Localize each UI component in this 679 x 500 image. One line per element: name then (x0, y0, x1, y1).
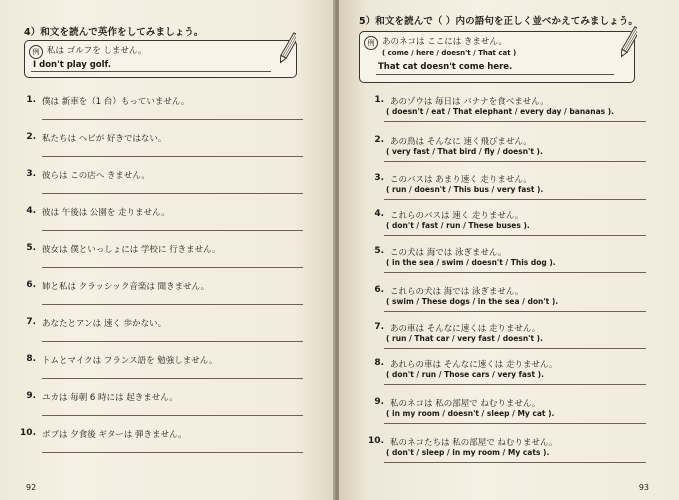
example-english: That cat doesn't come here. (378, 62, 513, 72)
question-number: 7. (26, 317, 36, 327)
question-number: 1. (26, 95, 36, 105)
question-japanese: これらのバスは 速く 走りません。 (390, 211, 524, 221)
example-english: I don't play golf. (33, 60, 111, 70)
question-number: 6. (374, 285, 384, 295)
page-number-left: 92 (26, 483, 37, 492)
question-japanese: 彼らは この店へ きません。 (42, 171, 150, 181)
question-japanese: 私たちは ヘビが 好きではない。 (42, 134, 167, 144)
question-number: 9. (374, 397, 384, 407)
left-page (0, 0, 335, 500)
question-word-list: ( don't / fast / run / These buses ). (386, 221, 530, 230)
right-section-title: 5）和文を読んで（ ）内の語句を正しく並べかえてみましょう。 (359, 16, 638, 27)
answer-line[interactable] (42, 415, 303, 416)
answer-line[interactable] (384, 235, 646, 236)
answer-line[interactable] (384, 161, 646, 162)
page-number-right: 93 (638, 483, 649, 492)
answer-line[interactable] (384, 384, 646, 385)
question-number: 2. (374, 135, 384, 145)
answer-line[interactable] (42, 341, 303, 342)
answer-line[interactable] (42, 267, 303, 268)
question-number: 8. (26, 354, 36, 364)
question-number: 9. (26, 391, 36, 401)
question-number: 6. (26, 280, 36, 290)
left-question-list (0, 0, 335, 500)
question-word-list: ( in my room / doesn't / sleep / My cat ). (386, 409, 555, 418)
question-japanese: あのゾウは 毎日は バナナを食べません。 (390, 97, 549, 107)
answer-line[interactable] (384, 423, 646, 424)
question-japanese: 僕は 新車を（1 台）もっていません。 (42, 97, 190, 107)
question-number: 7. (374, 322, 384, 332)
question-word-list: ( in the sea / swim / doesn't / This dog ). (386, 258, 556, 267)
right-question-list (339, 0, 679, 500)
question-japanese: ユカは 毎朝 6 時には 起きません。 (42, 393, 178, 403)
question-number: 10. (368, 436, 384, 446)
answer-line[interactable] (384, 199, 646, 200)
question-word-list: ( swim / These dogs / in the sea / don't ). (386, 297, 559, 306)
answer-line[interactable] (384, 121, 646, 122)
question-japanese: あなたとアンは 速く 歩かない。 (42, 319, 167, 329)
question-japanese: 彼は 午後は 公園を 走りません。 (42, 208, 170, 218)
question-word-list: ( doesn't / eat / That elephant / every day / bananas ). (386, 107, 614, 116)
question-number: 4. (26, 206, 36, 216)
question-japanese: トムとマイクは フランス語を 勉強しません。 (42, 356, 218, 366)
question-japanese: 私のネコたちは 私の部屋で ねむりません。 (390, 438, 558, 448)
question-japanese: ボブは 夕食後 ギターは 弾きません。 (42, 430, 187, 440)
example-badge: 例 (29, 45, 43, 59)
question-word-list: ( run / doesn't / This bus / very fast ). (386, 185, 544, 194)
question-number: 5. (374, 246, 384, 256)
question-japanese: 姉と私は クラッシック音楽は 聞きません。 (42, 282, 210, 292)
answer-line[interactable] (384, 272, 646, 273)
left-section-title: 4）和文を読んで英作をしてみましょう。 (24, 27, 204, 38)
question-number: 3. (374, 173, 384, 183)
example-japanese: 私は ゴルフを しません。 (47, 46, 147, 56)
question-number: 1. (374, 95, 384, 105)
answer-line[interactable] (384, 348, 646, 349)
answer-line[interactable] (42, 378, 303, 379)
answer-line[interactable] (384, 311, 646, 312)
right-page (339, 0, 679, 500)
question-number: 2. (26, 132, 36, 142)
question-word-list: ( very fast / That bird / fly / doesn't ). (386, 147, 543, 156)
question-japanese: あの車は そんなに速くは 走りません。 (390, 324, 541, 334)
answer-line[interactable] (42, 156, 303, 157)
question-number: 4. (374, 209, 384, 219)
question-number: 5. (26, 243, 36, 253)
question-number: 8. (374, 358, 384, 368)
answer-line[interactable] (42, 193, 303, 194)
question-word-list: ( don't / sleep / in my room / My cats ). (386, 448, 550, 457)
question-japanese: これらの犬は 海では 泳ぎません。 (390, 287, 524, 297)
question-japanese: この犬は 海では 泳ぎません。 (390, 248, 507, 258)
example-badge: 例 (364, 36, 378, 50)
question-number: 3. (26, 169, 36, 179)
example-word-list: ( come / here / doesn't / That cat ) (382, 49, 517, 57)
question-japanese: 私のネコは 私の部屋で ねむりません。 (390, 399, 541, 409)
example-japanese: あのネコは ここには きません。 (382, 37, 507, 47)
question-word-list: ( run / That car / very fast / doesn't ). (386, 334, 543, 343)
answer-line[interactable] (42, 230, 303, 231)
question-japanese: 彼女は 僕といっしょには 学校に 行きません。 (42, 245, 221, 255)
question-japanese: このバスは あまり速く 走りません。 (390, 175, 532, 185)
answer-line[interactable] (384, 462, 646, 463)
question-japanese: あれらの車は そんなに速くは 走りません。 (390, 360, 558, 370)
question-word-list: ( don't / run / Those cars / very fast ). (386, 370, 544, 379)
question-japanese: あの鳥は そんなに 速く飛びません。 (390, 137, 532, 147)
answer-line[interactable] (42, 304, 303, 305)
question-number: 10. (20, 428, 36, 438)
answer-line[interactable] (42, 452, 303, 453)
answer-line[interactable] (42, 119, 303, 120)
